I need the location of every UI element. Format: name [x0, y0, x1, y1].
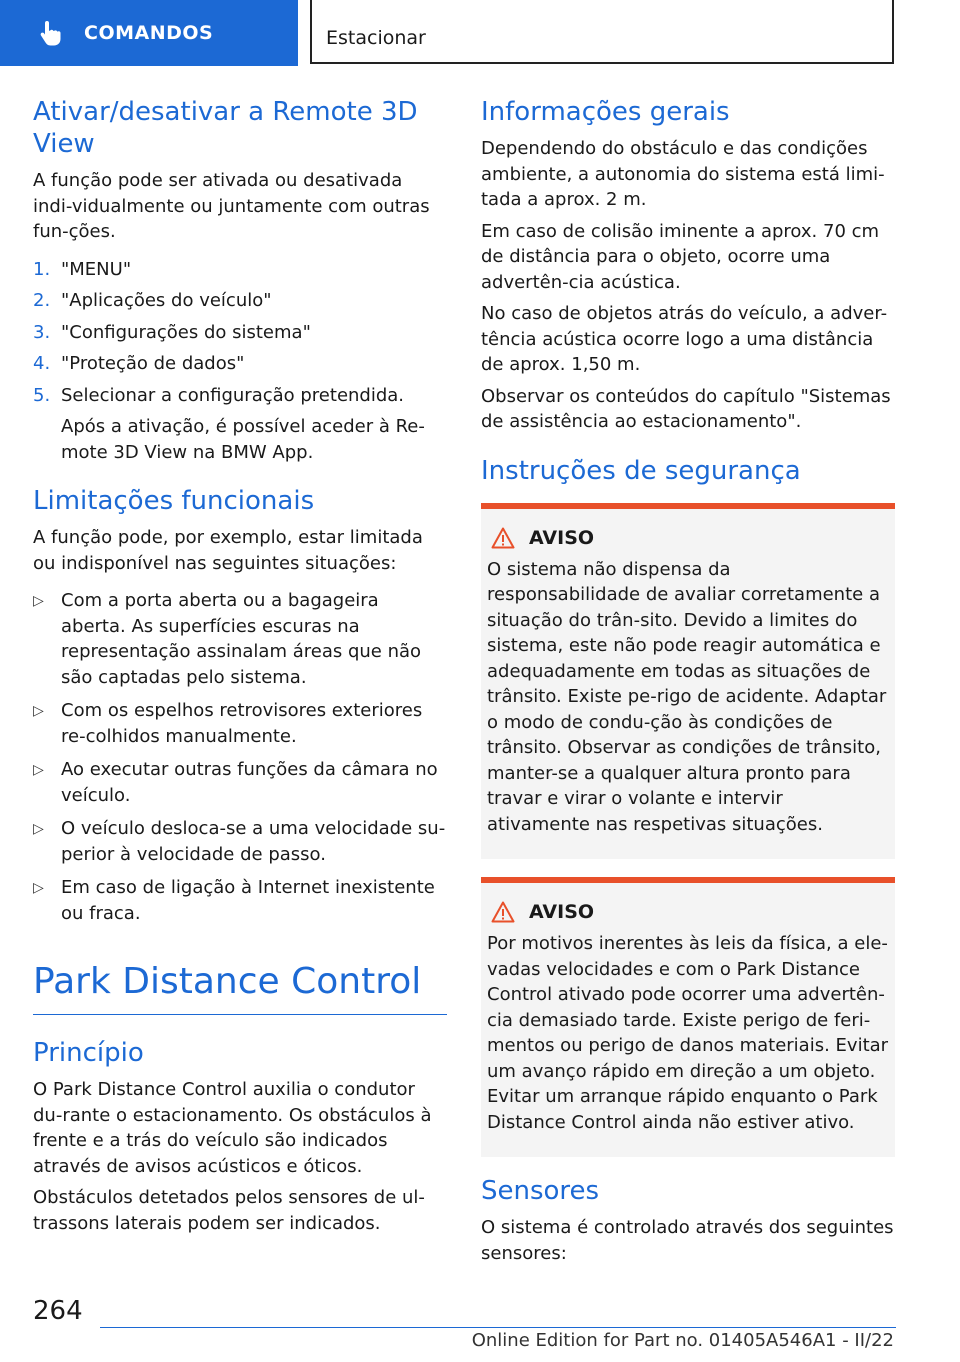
bullet-text: Com a porta aberta ou a bagageira aberta. As superfícies escuras na representação assinalam áreas que não são captadas pelo sistema. — [61, 590, 422, 688]
triangle-bullet-icon: ▷ — [33, 703, 44, 719]
hand-pointer-icon — [36, 17, 68, 49]
step-number: 2. — [33, 290, 51, 311]
warning-text: Por motivos inerentes às leis da física, a ele-vadas velocidades e com o Park Distance Control ativado pode ocorrer uma advertên-cia demasiado tarde. Existe perigo de feri-mentos ou perigo de danos materiais. Evitar um avanço rápido em direção a um objeto. Evitar um arranque rápido enquanto o Park Distance Control ainda não estiver ativo. — [487, 933, 889, 1133]
warning-header — [487, 527, 889, 549]
paragraph: Em caso de colisão iminente a aprox. 70 cm de distância para o objeto, ocorre uma advertên-cia acústica. — [481, 220, 880, 293]
warning-triangle-icon — [491, 901, 515, 923]
left-column — [33, 96, 447, 1242]
triangle-bullet-icon: ▷ — [33, 821, 44, 837]
paragraph: A função pode ser ativada ou desativada indi-vidualmente ou juntamente com outras fun-ções. — [33, 170, 430, 242]
heading-instrucoes: Instruções de segurança — [481, 455, 801, 486]
step-text: "Aplicações do veículo" — [61, 290, 272, 311]
limitations-list — [33, 588, 447, 926]
step-text: Selecionar a configuração pretendida. — [61, 384, 405, 406]
warning-header — [487, 901, 889, 923]
chapter-title: Estacionar — [326, 27, 426, 49]
paragraph: A função pode, por exemplo, estar limitada ou indisponível nas seguintes situações: — [33, 527, 423, 574]
chapter-header — [310, 0, 894, 64]
heading-sensores: Sensores — [481, 1176, 600, 1206]
section-tab — [0, 0, 298, 66]
list-item — [33, 588, 447, 690]
heading-informacoes: Informações gerais — [481, 97, 730, 127]
bullet-text: Em caso de ligação à Internet inexistente ou fraca. — [61, 877, 435, 924]
warning-triangle-icon — [491, 527, 515, 549]
list-item — [33, 351, 447, 377]
steps-list — [33, 257, 447, 409]
triangle-bullet-icon: ▷ — [33, 762, 44, 778]
warning-label: AVISO — [529, 901, 595, 923]
list-item — [33, 383, 447, 409]
paragraph: Dependendo do obstáculo e das condições ambiente, a autonomia do sistema está limi-tada a aprox. 2 m. — [481, 138, 885, 210]
list-item — [33, 698, 447, 749]
list-item — [33, 257, 447, 283]
step-note: Após a ativação, é possível aceder à Re-mote 3D View na BMW App. — [61, 416, 425, 463]
list-item — [33, 757, 447, 808]
warning-text: O sistema não dispensa da responsabilidade de avaliar corretamente a situação do trân-sito. Devido a limites do sistema, este não pode reagir automática e adequadamente em todas as situações de trânsito. Existe pe-rigo de acidente. Adaptar o modo de condu-ção às condições de trânsito. Observar as condições de trânsito, manter-se a qualquer altura pronto para travar e virar o volante e intervir ativamente nas respetivas situações. — [487, 558, 887, 835]
section-label: COMANDOS — [84, 22, 214, 44]
right-column — [481, 96, 895, 1272]
page-number: 264 — [33, 1296, 83, 1326]
paragraph: O Park Distance Control auxilia o condutor du-rante o estacionamento. Os obstáculos à frente e a trás do veículo são indicados através de avisos acústicos e óticos. — [33, 1079, 432, 1177]
triangle-bullet-icon: ▷ — [33, 593, 44, 609]
step-number: 5. — [33, 384, 51, 406]
heading-limitacoes: Limitações funcionais — [33, 486, 315, 516]
warning-box — [481, 877, 895, 1157]
paragraph: O sistema é controlado através dos seguintes sensores: — [481, 1217, 894, 1264]
bullet-text: Com os espelhos retrovisores exteriores re-colhidos manualmente. — [61, 700, 423, 747]
list-item — [33, 816, 447, 867]
step-number: 1. — [33, 258, 51, 280]
warning-label: AVISO — [529, 526, 595, 549]
bullet-text: O veículo desloca-se a uma velocidade su-perior à velocidade de passo. — [61, 818, 446, 865]
heading-principio: Princípio — [33, 1038, 144, 1068]
heading-remote-3d-view: Ativar/desativar a Remote 3D View — [33, 97, 418, 159]
step-text: "Proteção de dados" — [61, 353, 245, 374]
triangle-bullet-icon: ▷ — [33, 880, 44, 896]
list-item — [33, 288, 447, 314]
paragraph: No caso de objetos atrás do veículo, a adver-tência acústica ocorre logo a uma distância de aprox. 1,50 m. — [481, 303, 888, 375]
paragraph: Observar os conteúdos do capítulo "Sistemas de assistência ao estacionamento". — [481, 385, 891, 432]
step-number: 3. — [33, 321, 51, 343]
paragraph: Obstáculos detetados pelos sensores de ul-trassons laterais podem ser indicados. — [33, 1187, 425, 1234]
step-text: "MENU" — [61, 258, 132, 280]
chapter-heading-pdc: Park Distance Control — [33, 961, 422, 1002]
step-number: 4. — [33, 353, 51, 374]
divider — [33, 1014, 447, 1015]
footer-edition: Online Edition for Part no. 01405A546A1 - II/22 — [471, 1330, 894, 1351]
warning-box — [481, 503, 895, 860]
step-text: "Configurações do sistema" — [61, 321, 311, 343]
footer-divider — [100, 1327, 896, 1328]
bullet-text: Ao executar outras funções da câmara no veículo. — [61, 759, 438, 806]
list-item — [33, 320, 447, 346]
list-item — [33, 875, 447, 926]
